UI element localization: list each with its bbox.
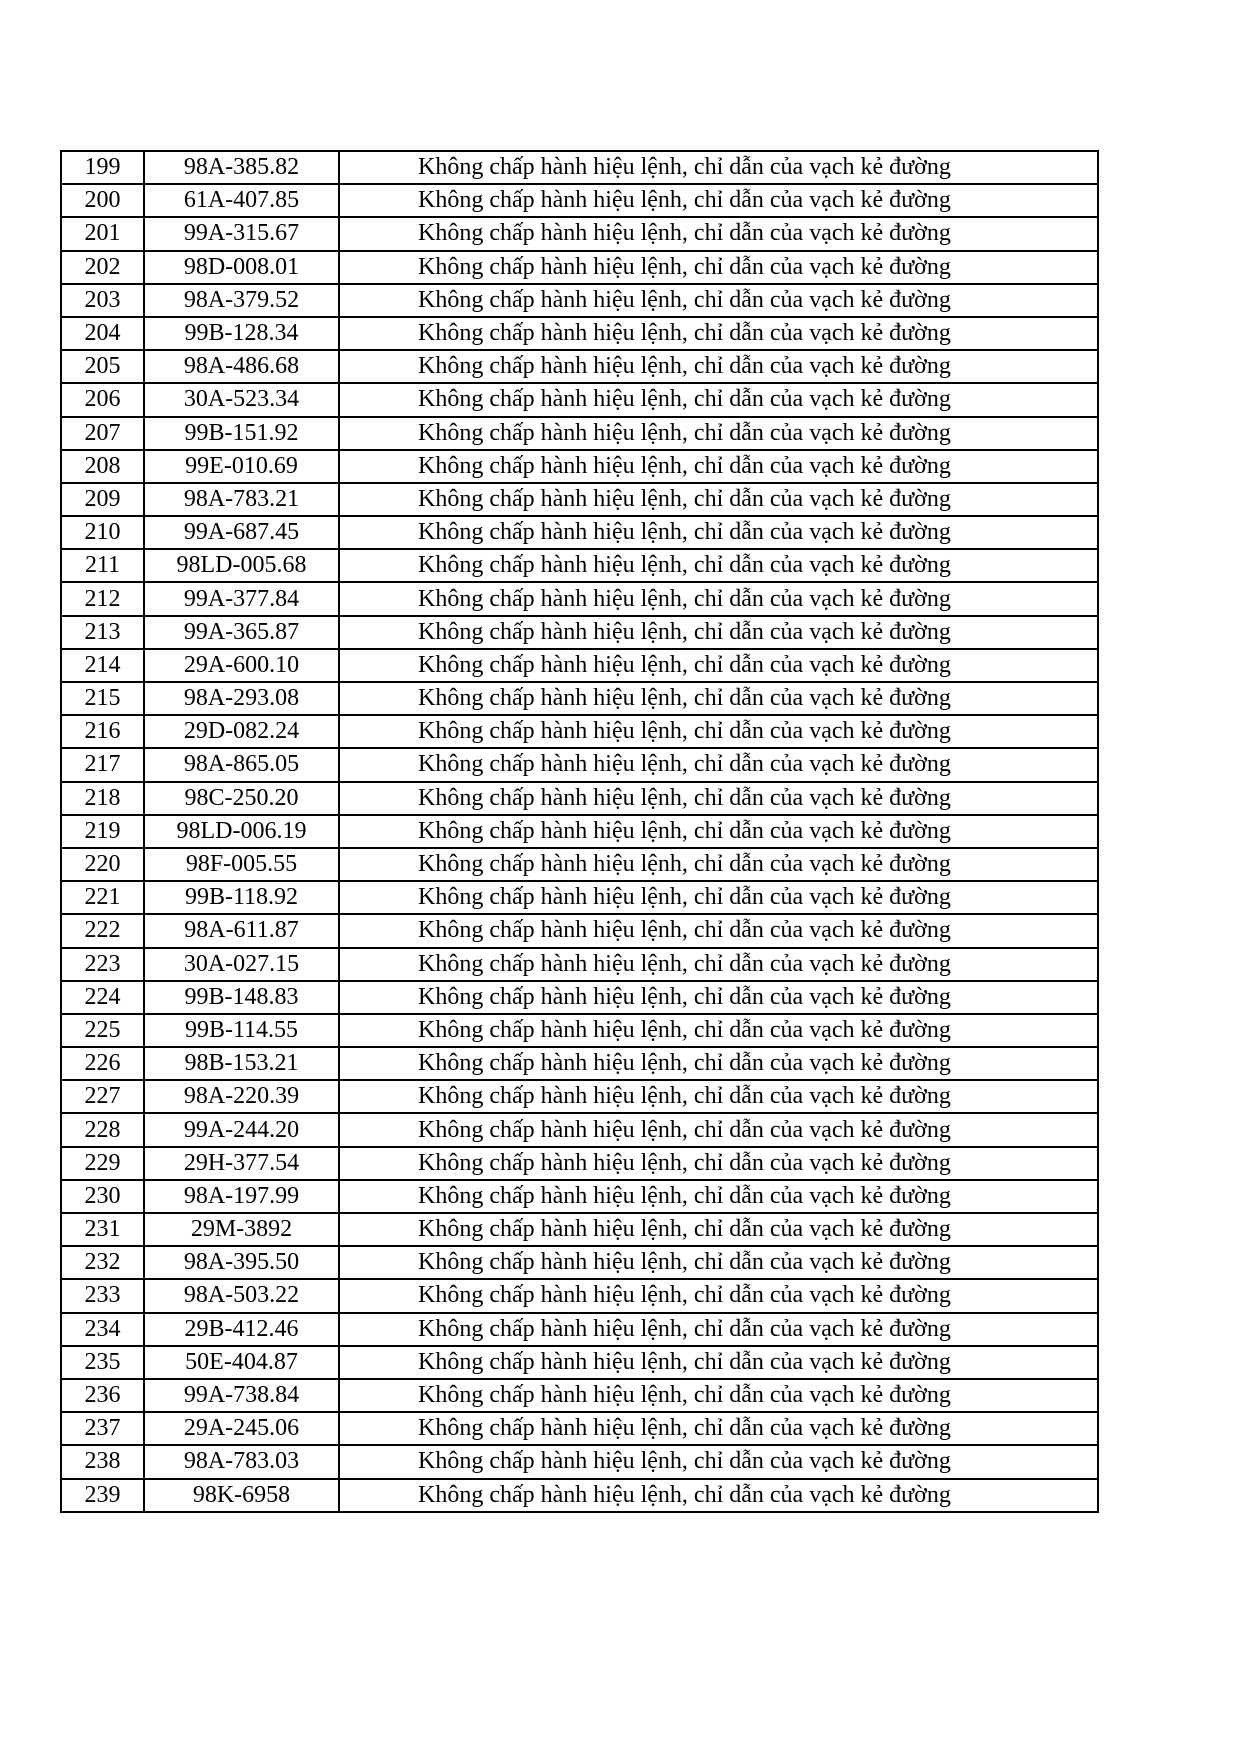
license-plate-cell: 99B-128.34 (144, 317, 339, 350)
table-row (61, 184, 1098, 217)
violation-cell: Không chấp hành hiệu lệnh, chỉ dẫn của vạch kẻ đường (339, 1479, 1098, 1512)
table-row (61, 1080, 1098, 1113)
table-row (61, 450, 1098, 483)
table-row (61, 417, 1098, 450)
violation-cell: Không chấp hành hiệu lệnh, chỉ dẫn của vạch kẻ đường (339, 516, 1098, 549)
violation-cell: Không chấp hành hiệu lệnh, chỉ dẫn của vạch kẻ đường (339, 914, 1098, 947)
table-row (61, 516, 1098, 549)
license-plate-cell: 98C-250.20 (144, 782, 339, 815)
row-number-cell: 221 (61, 881, 144, 914)
license-plate-cell: 99A-377.84 (144, 582, 339, 615)
violation-cell: Không chấp hành hiệu lệnh, chỉ dẫn của vạch kẻ đường (339, 1180, 1098, 1213)
violation-cell: Không chấp hành hiệu lệnh, chỉ dẫn của vạch kẻ đường (339, 1445, 1098, 1478)
row-number-cell: 209 (61, 483, 144, 516)
table-row (61, 151, 1098, 184)
table-row (61, 1246, 1098, 1279)
table-row (61, 582, 1098, 615)
violation-cell: Không chấp hành hiệu lệnh, chỉ dẫn của vạch kẻ đường (339, 815, 1098, 848)
license-plate-cell: 99B-118.92 (144, 881, 339, 914)
table-row (61, 1313, 1098, 1346)
violation-cell: Không chấp hành hiệu lệnh, chỉ dẫn của vạch kẻ đường (339, 649, 1098, 682)
row-number-cell: 204 (61, 317, 144, 350)
row-number-cell: 223 (61, 948, 144, 981)
row-number-cell: 235 (61, 1346, 144, 1379)
license-plate-cell: 98A-395.50 (144, 1246, 339, 1279)
violation-cell: Không chấp hành hiệu lệnh, chỉ dẫn của vạch kẻ đường (339, 184, 1098, 217)
violation-cell: Không chấp hành hiệu lệnh, chỉ dẫn của vạch kẻ đường (339, 1246, 1098, 1279)
license-plate-cell: 30A-027.15 (144, 948, 339, 981)
license-plate-cell: 29B-412.46 (144, 1313, 339, 1346)
row-number-cell: 230 (61, 1180, 144, 1213)
table-row (61, 815, 1098, 848)
violation-cell: Không chấp hành hiệu lệnh, chỉ dẫn của vạch kẻ đường (339, 782, 1098, 815)
license-plate-cell: 99A-315.67 (144, 217, 339, 250)
license-plate-cell: 99B-151.92 (144, 417, 339, 450)
violation-cell: Không chấp hành hiệu lệnh, chỉ dẫn của vạch kẻ đường (339, 1313, 1098, 1346)
row-number-cell: 211 (61, 549, 144, 582)
violation-cell: Không chấp hành hiệu lệnh, chỉ dẫn của vạch kẻ đường (339, 1014, 1098, 1047)
row-number-cell: 205 (61, 350, 144, 383)
violation-cell: Không chấp hành hiệu lệnh, chỉ dẫn của vạch kẻ đường (339, 251, 1098, 284)
table-row (61, 1379, 1098, 1412)
table-row (61, 848, 1098, 881)
violation-cell: Không chấp hành hiệu lệnh, chỉ dẫn của vạch kẻ đường (339, 151, 1098, 184)
row-number-cell: 224 (61, 981, 144, 1014)
license-plate-cell: 98A-783.03 (144, 1445, 339, 1478)
row-number-cell: 216 (61, 715, 144, 748)
license-plate-cell: 99A-365.87 (144, 616, 339, 649)
table-row (61, 1213, 1098, 1246)
row-number-cell: 239 (61, 1479, 144, 1512)
violation-cell: Không chấp hành hiệu lệnh, chỉ dẫn của vạch kẻ đường (339, 1047, 1098, 1080)
license-plate-cell: 98A-293.08 (144, 682, 339, 715)
license-plate-cell: 98B-153.21 (144, 1047, 339, 1080)
violation-cell: Không chấp hành hiệu lệnh, chỉ dẫn của vạch kẻ đường (339, 582, 1098, 615)
violation-cell: Không chấp hành hiệu lệnh, chỉ dẫn của vạch kẻ đường (339, 1379, 1098, 1412)
license-plate-cell: 99A-738.84 (144, 1379, 339, 1412)
license-plate-cell: 99A-244.20 (144, 1113, 339, 1146)
violation-cell: Không chấp hành hiệu lệnh, chỉ dẫn của vạch kẻ đường (339, 1279, 1098, 1312)
license-plate-cell: 98A-486.68 (144, 350, 339, 383)
license-plate-cell: 99B-148.83 (144, 981, 339, 1014)
violation-cell: Không chấp hành hiệu lệnh, chỉ dẫn của vạch kẻ đường (339, 417, 1098, 450)
table-row (61, 981, 1098, 1014)
table-row (61, 1279, 1098, 1312)
license-plate-cell: 50E-404.87 (144, 1346, 339, 1379)
row-number-cell: 228 (61, 1113, 144, 1146)
violation-cell: Không chấp hành hiệu lệnh, chỉ dẫn của vạch kẻ đường (339, 383, 1098, 416)
row-number-cell: 217 (61, 748, 144, 781)
violation-cell: Không chấp hành hiệu lệnh, chỉ dẫn của vạch kẻ đường (339, 350, 1098, 383)
table-row (61, 1346, 1098, 1379)
violation-cell: Không chấp hành hiệu lệnh, chỉ dẫn của vạch kẻ đường (339, 1346, 1098, 1379)
row-number-cell: 199 (61, 151, 144, 184)
license-plate-cell: 99A-687.45 (144, 516, 339, 549)
row-number-cell: 219 (61, 815, 144, 848)
violation-cell: Không chấp hành hiệu lệnh, chỉ dẫn của vạch kẻ đường (339, 948, 1098, 981)
row-number-cell: 222 (61, 914, 144, 947)
row-number-cell: 231 (61, 1213, 144, 1246)
violation-cell: Không chấp hành hiệu lệnh, chỉ dẫn của vạch kẻ đường (339, 715, 1098, 748)
row-number-cell: 215 (61, 682, 144, 715)
license-plate-cell: 98LD-005.68 (144, 549, 339, 582)
license-plate-cell: 99E-010.69 (144, 450, 339, 483)
row-number-cell: 234 (61, 1313, 144, 1346)
license-plate-cell: 98A-379.52 (144, 284, 339, 317)
table-row (61, 549, 1098, 582)
license-plate-cell: 29D-082.24 (144, 715, 339, 748)
row-number-cell: 238 (61, 1445, 144, 1478)
table-row (61, 715, 1098, 748)
license-plate-cell: 29M-3892 (144, 1213, 339, 1246)
row-number-cell: 202 (61, 251, 144, 284)
table-row (61, 1180, 1098, 1213)
row-number-cell: 201 (61, 217, 144, 250)
table-row (61, 1014, 1098, 1047)
table-row (61, 914, 1098, 947)
license-plate-cell: 29A-245.06 (144, 1412, 339, 1445)
table-row (61, 948, 1098, 981)
license-plate-cell: 98F-005.55 (144, 848, 339, 881)
row-number-cell: 229 (61, 1147, 144, 1180)
license-plate-cell: 98K-6958 (144, 1479, 339, 1512)
license-plate-cell: 98A-611.87 (144, 914, 339, 947)
row-number-cell: 212 (61, 582, 144, 615)
license-plate-cell: 29A-600.10 (144, 649, 339, 682)
license-plate-cell: 98A-385.82 (144, 151, 339, 184)
table-row (61, 1113, 1098, 1146)
row-number-cell: 206 (61, 383, 144, 416)
row-number-cell: 226 (61, 1047, 144, 1080)
license-plate-cell: 30A-523.34 (144, 383, 339, 416)
violation-cell: Không chấp hành hiệu lệnh, chỉ dẫn của vạch kẻ đường (339, 881, 1098, 914)
violation-cell: Không chấp hành hiệu lệnh, chỉ dẫn của vạch kẻ đường (339, 981, 1098, 1014)
violation-cell: Không chấp hành hiệu lệnh, chỉ dẫn của vạch kẻ đường (339, 483, 1098, 516)
license-plate-cell: 98A-865.05 (144, 748, 339, 781)
table-row (61, 251, 1098, 284)
table-row (61, 682, 1098, 715)
violation-cell: Không chấp hành hiệu lệnh, chỉ dẫn của vạch kẻ đường (339, 217, 1098, 250)
table-row (61, 350, 1098, 383)
row-number-cell: 233 (61, 1279, 144, 1312)
row-number-cell: 207 (61, 417, 144, 450)
license-plate-cell: 98A-783.21 (144, 483, 339, 516)
table-row (61, 782, 1098, 815)
table-row (61, 1147, 1098, 1180)
row-number-cell: 236 (61, 1379, 144, 1412)
violation-cell: Không chấp hành hiệu lệnh, chỉ dẫn của vạch kẻ đường (339, 450, 1098, 483)
table-row (61, 317, 1098, 350)
violation-cell: Không chấp hành hiệu lệnh, chỉ dẫn của vạch kẻ đường (339, 1080, 1098, 1113)
row-number-cell: 203 (61, 284, 144, 317)
license-plate-cell: 61A-407.85 (144, 184, 339, 217)
license-plate-cell: 29H-377.54 (144, 1147, 339, 1180)
row-number-cell: 218 (61, 782, 144, 815)
license-plate-cell: 98A-503.22 (144, 1279, 339, 1312)
violation-cell: Không chấp hành hiệu lệnh, chỉ dẫn của vạch kẻ đường (339, 616, 1098, 649)
violation-cell: Không chấp hành hiệu lệnh, chỉ dẫn của vạch kẻ đường (339, 848, 1098, 881)
violation-cell: Không chấp hành hiệu lệnh, chỉ dẫn của vạch kẻ đường (339, 1412, 1098, 1445)
row-number-cell: 210 (61, 516, 144, 549)
row-number-cell: 200 (61, 184, 144, 217)
violation-table (60, 150, 1099, 1513)
table-row (61, 284, 1098, 317)
violation-cell: Không chấp hành hiệu lệnh, chỉ dẫn của vạch kẻ đường (339, 549, 1098, 582)
violation-cell: Không chấp hành hiệu lệnh, chỉ dẫn của vạch kẻ đường (339, 284, 1098, 317)
row-number-cell: 220 (61, 848, 144, 881)
license-plate-cell: 99B-114.55 (144, 1014, 339, 1047)
table-row (61, 1047, 1098, 1080)
table-row (61, 616, 1098, 649)
table-row (61, 1412, 1098, 1445)
row-number-cell: 237 (61, 1412, 144, 1445)
table-row (61, 1479, 1098, 1512)
violation-cell: Không chấp hành hiệu lệnh, chỉ dẫn của vạch kẻ đường (339, 1113, 1098, 1146)
violation-table-body (61, 151, 1098, 1512)
license-plate-cell: 98A-197.99 (144, 1180, 339, 1213)
row-number-cell: 225 (61, 1014, 144, 1047)
table-row (61, 483, 1098, 516)
row-number-cell: 214 (61, 649, 144, 682)
violation-cell: Không chấp hành hiệu lệnh, chỉ dẫn của vạch kẻ đường (339, 682, 1098, 715)
violation-cell: Không chấp hành hiệu lệnh, chỉ dẫn của vạch kẻ đường (339, 1147, 1098, 1180)
violation-cell: Không chấp hành hiệu lệnh, chỉ dẫn của vạch kẻ đường (339, 317, 1098, 350)
row-number-cell: 208 (61, 450, 144, 483)
table-row (61, 649, 1098, 682)
table-row (61, 383, 1098, 416)
license-plate-cell: 98A-220.39 (144, 1080, 339, 1113)
row-number-cell: 227 (61, 1080, 144, 1113)
violation-cell: Không chấp hành hiệu lệnh, chỉ dẫn của vạch kẻ đường (339, 1213, 1098, 1246)
row-number-cell: 213 (61, 616, 144, 649)
license-plate-cell: 98LD-006.19 (144, 815, 339, 848)
table-row (61, 217, 1098, 250)
table-row (61, 1445, 1098, 1478)
table-row (61, 881, 1098, 914)
license-plate-cell: 98D-008.01 (144, 251, 339, 284)
table-row (61, 748, 1098, 781)
row-number-cell: 232 (61, 1246, 144, 1279)
violation-cell: Không chấp hành hiệu lệnh, chỉ dẫn của vạch kẻ đường (339, 748, 1098, 781)
